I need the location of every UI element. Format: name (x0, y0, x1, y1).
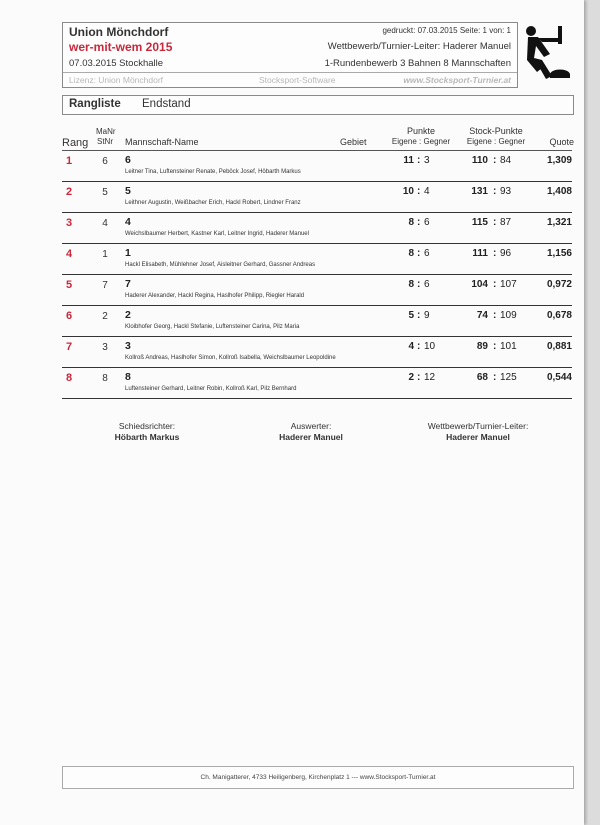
players-list: Weichslbaumer Herbert, Kastner Karl, Leitner Ingrid, Haderer Manuel (125, 231, 309, 237)
stock-colon: : (493, 217, 497, 228)
license-text: Lizenz: Union Mönchdorf (69, 75, 164, 85)
quote-cell: 1,309 (546, 155, 572, 166)
table-row (62, 275, 572, 306)
rank-cell: 8 (66, 372, 73, 384)
manr-cell: 3 (102, 342, 108, 353)
competition-mode: 1-Rundenbewerb 3 Bahnen 8 Mannschaften (324, 58, 511, 69)
leader-signature (403, 421, 553, 442)
quote-cell: 1,321 (546, 217, 572, 228)
col-header-stnr: StNr (97, 137, 113, 146)
curler-pictogram-icon (522, 24, 572, 84)
date-place: 07.03.2015 Stockhalle (69, 58, 164, 69)
col-header-manr: MaNr (96, 127, 116, 136)
stock-own: 89 (476, 341, 488, 352)
points-colon: : (417, 279, 421, 290)
organization-name: Union Mönchdorf (69, 25, 169, 39)
points-own: 8 (408, 279, 414, 290)
website-text: www.Stocksport-Turnier.at (403, 75, 511, 85)
stock-opponent: 93 (500, 186, 512, 197)
points-opponent: 9 (424, 310, 430, 321)
players-list: Haderer Alexander, Hackl Regina, Haslhofer Philipp, Riegler Harald (125, 293, 305, 299)
software-text: Stocksport-Software (259, 75, 336, 85)
points-opponent: 6 (424, 217, 430, 228)
quote-cell: 0,678 (546, 310, 572, 321)
referee-label: Schiedsrichter: (118, 421, 176, 431)
stock-opponent: 96 (500, 248, 512, 259)
evaluator-signature (236, 421, 386, 442)
players-list: Hackl Elisabeth, Mühlehner Josef, Aisleitner Gerhard, Gassner Andreas (125, 262, 316, 268)
stock-opponent: 107 (500, 279, 517, 290)
rank-cell: 5 (66, 279, 73, 291)
manr-cell: 8 (102, 373, 108, 384)
points-own: 10 (402, 186, 414, 197)
stock-opponent: 87 (500, 217, 512, 228)
manr-cell: 6 (102, 156, 108, 167)
table-row (62, 306, 572, 337)
list-title-bar (62, 95, 574, 115)
points-opponent: 4 (424, 186, 430, 197)
table-row (62, 244, 572, 275)
list-title: Rangliste (69, 98, 121, 110)
points-colon: : (417, 372, 421, 383)
rank-cell: 2 (66, 186, 73, 198)
col-header-gebiet: Gebiet (340, 137, 367, 147)
manr-cell: 2 (102, 311, 108, 322)
team-name: 3 (125, 340, 131, 352)
quote-cell: 0,972 (546, 279, 572, 290)
stock-own: 68 (476, 372, 488, 383)
stock-opponent: 109 (500, 310, 517, 321)
list-subtitle: Endstand (142, 98, 191, 110)
points-own: 2 (408, 372, 414, 383)
table-row (62, 337, 572, 368)
referee-name: Höbarth Markus (114, 432, 180, 442)
manr-cell: 1 (102, 249, 108, 260)
tournament-leader: Wettbewerb/Turnier-Leiter: Haderer Manuel (327, 41, 511, 52)
rank-cell: 6 (66, 310, 73, 322)
printed-info: gedruckt: 07.03.2015 Seite: 1 von: 1 (382, 26, 511, 35)
points-colon: : (417, 155, 421, 166)
stock-colon: : (493, 155, 497, 166)
players-list: Luftensteiner Gerhard, Leitner Robin, Kollroß Karl, Pilz Bernhard (125, 386, 297, 392)
players-list: Kloibhofer Georg, Hackl Stefanie, Luftensteiner Carina, Pilz Maria (125, 324, 300, 330)
rank-cell: 4 (66, 248, 73, 260)
points-own: 4 (408, 341, 414, 352)
header-divider (63, 72, 517, 73)
manr-cell: 5 (102, 187, 108, 198)
points-own: 8 (408, 248, 414, 259)
points-colon: : (417, 248, 421, 259)
points-colon: : (417, 310, 421, 321)
col-header-name: Mannschaft-Name (125, 137, 199, 147)
stock-colon: : (493, 341, 497, 352)
points-opponent: 10 (424, 341, 436, 352)
players-list: Kollroß Andreas, Haslhofer Simon, Kollroß Isabella, Weichslbaumer Leopoldine (125, 355, 336, 361)
col-header-stock-sub: Eigene : Gegner (466, 137, 526, 146)
table-row (62, 213, 572, 244)
col-header-punkte: Punkte (406, 126, 436, 136)
team-name: 4 (125, 216, 131, 228)
table-row (62, 182, 572, 213)
manr-cell: 4 (102, 218, 108, 229)
stock-colon: : (493, 186, 497, 197)
leader-name: Haderer Manuel (446, 432, 510, 442)
col-header-rang: Rang (62, 137, 89, 149)
points-opponent: 6 (424, 248, 430, 259)
event-name: wer-mit-wem 2015 (69, 40, 173, 54)
stock-own: 104 (471, 279, 488, 290)
players-list: Leithner Augustin, Weißbacher Erich, Hackl Robert, Lindner Franz (125, 200, 301, 206)
row-divider (62, 398, 572, 399)
team-name: 7 (125, 278, 131, 290)
evaluator-label: Auswerter: (290, 421, 332, 431)
stock-opponent: 101 (500, 341, 517, 352)
stock-own: 131 (471, 186, 488, 197)
table-row (62, 151, 572, 182)
stock-own: 74 (476, 310, 488, 321)
points-opponent: 3 (424, 155, 430, 166)
points-own: 11 (403, 155, 414, 166)
quote-cell: 0,881 (546, 341, 572, 352)
points-own: 8 (408, 217, 414, 228)
stock-colon: : (493, 372, 497, 383)
col-header-punkte-sub: Eigene : Gegner (391, 137, 451, 146)
document-footer: Ch. Manigatterer, 4733 Heiligenberg, Kirchenplatz 1 --- www.Stocksport-Turnier.at (62, 766, 574, 789)
team-name: 8 (125, 371, 131, 383)
quote-cell: 1,156 (546, 248, 572, 259)
points-opponent: 12 (424, 372, 436, 383)
team-name: 5 (125, 185, 131, 197)
document-header (62, 22, 518, 88)
stock-colon: : (493, 279, 497, 290)
team-name: 2 (125, 309, 131, 321)
referee-signature (72, 421, 222, 442)
stock-own: 115 (471, 217, 488, 228)
stock-own: 110 (471, 155, 488, 166)
rank-cell: 1 (66, 155, 73, 167)
stock-opponent: 125 (500, 372, 517, 383)
evaluator-name: Haderer Manuel (279, 432, 343, 442)
team-name: 1 (125, 247, 131, 259)
stock-colon: : (493, 310, 497, 321)
rank-cell: 3 (66, 217, 73, 229)
points-opponent: 6 (424, 279, 430, 290)
table-row (62, 368, 572, 399)
points-colon: : (417, 341, 421, 352)
points-own: 5 (408, 310, 414, 321)
stock-own: 111 (472, 248, 488, 259)
players-list: Leitner Tina, Luftensteiner Renate, Peböck Josef, Höbarth Markus (125, 169, 301, 175)
rank-cell: 7 (66, 341, 73, 353)
quote-cell: 1,408 (546, 186, 572, 197)
quote-cell: 0,544 (546, 372, 572, 383)
col-header-stock: Stock-Punkte (469, 126, 523, 136)
points-colon: : (417, 186, 421, 197)
col-header-quote: Quote (549, 137, 574, 147)
stock-colon: : (493, 248, 497, 259)
team-name: 6 (125, 154, 131, 166)
points-colon: : (417, 217, 421, 228)
leader-label: Wettbewerb/Turnier-Leiter: (427, 421, 529, 431)
manr-cell: 7 (102, 280, 108, 291)
stock-opponent: 84 (500, 155, 512, 166)
